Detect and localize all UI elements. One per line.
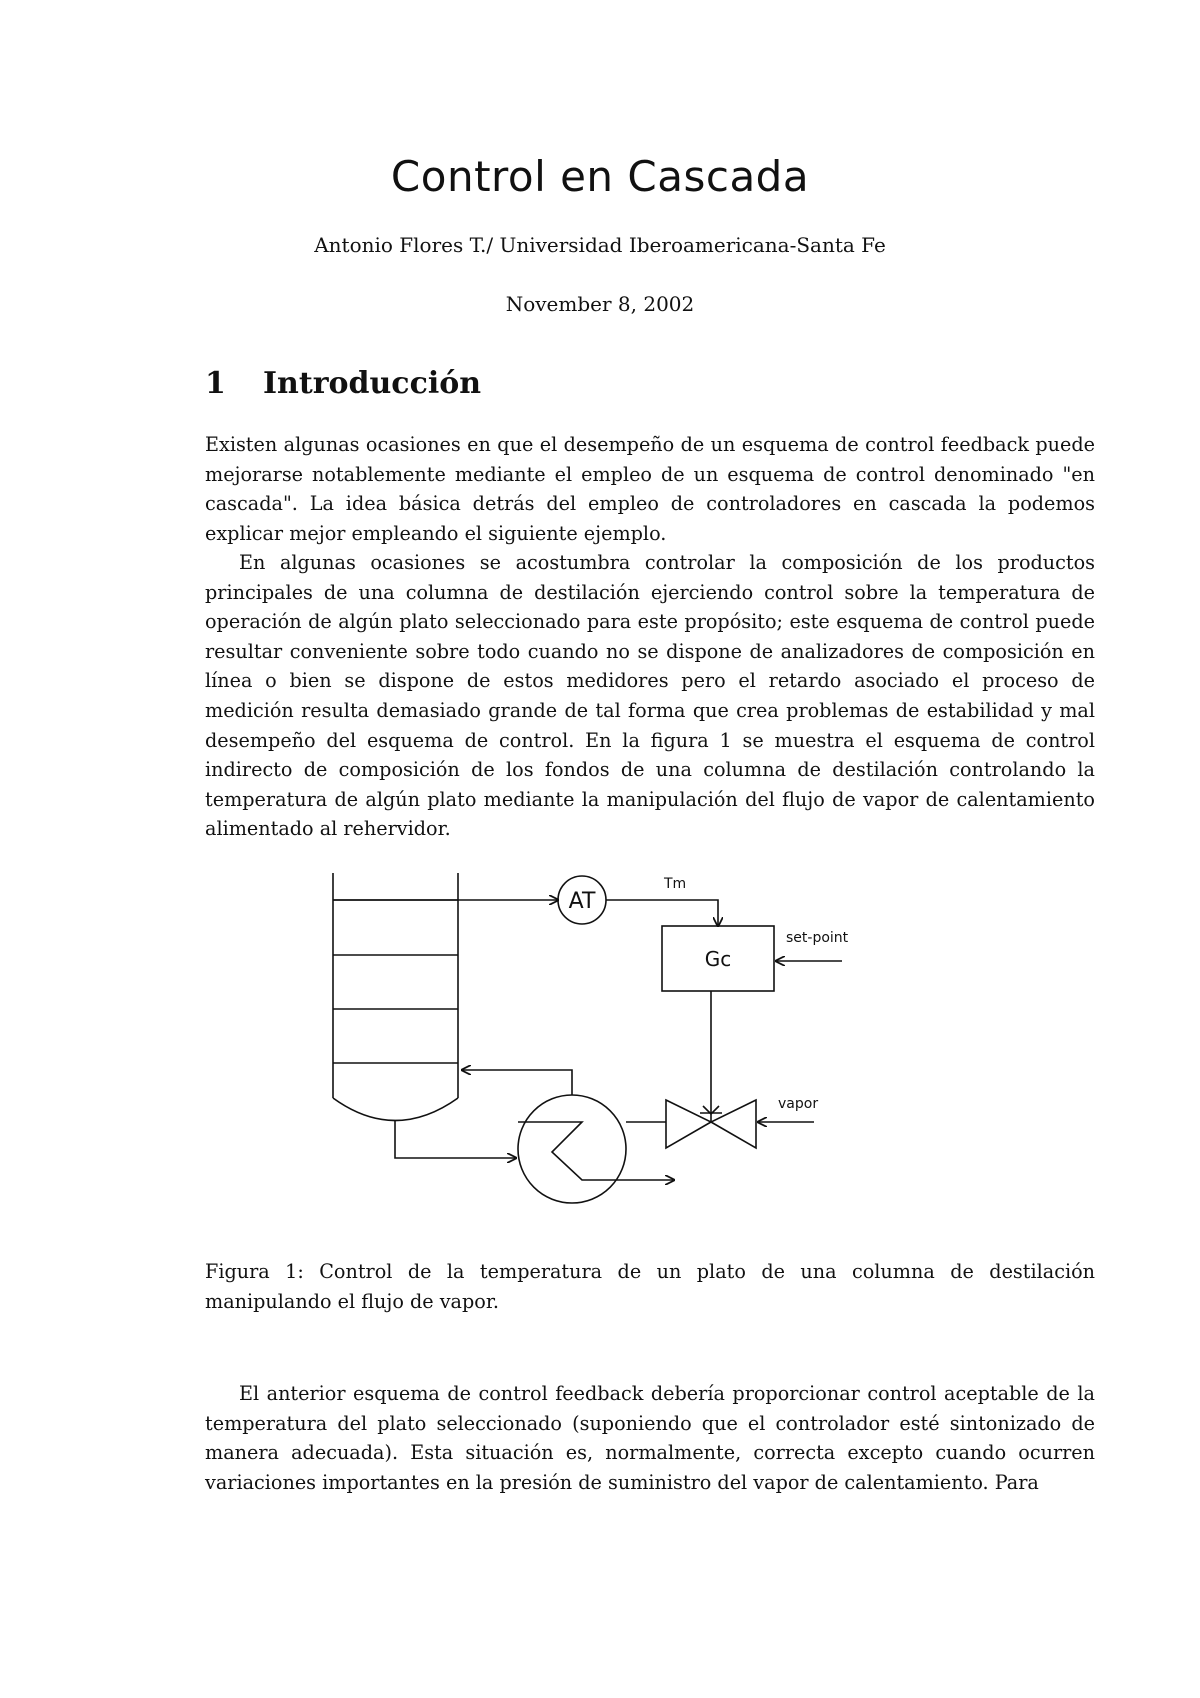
reboiler-circle [518,1095,626,1203]
paragraph-2-text: En algunas ocasiones se acostumbra controlar la composición de los productos principales de una columna de destilación ejerciendo control sobre la temperatura de operación de algún plato seleccionado para este propósito; este esquema de control puede resultar conveniente sobre todo cuando no se dispone de analizadores de composición en línea o bien se dispone de estos medidores pero el retardo asociado el proceso de medición resulta demasiado grande de tal forma que crea problemas de estabilidad y mal desempeño del esquema de control. En la figura 1 se muestra el esquema de control indirecto de composición de los fondos de una columna de destilación controlando la temperatura de algún plato mediante la manipulación del flujo de vapor de calentamiento alimentado al rehervidor. [205,551,1095,841]
bottoms-to-reboiler [395,1120,516,1158]
paragraph-3 [205,1379,1095,1497]
vapor-label: vapor [778,1096,819,1112]
section-number: 1 [205,366,226,401]
controller-label: Gc [704,947,732,971]
section-title: Introducción [263,366,482,401]
date-line: November 8, 2002 [505,292,695,316]
measurement-label: Tm [664,876,687,892]
figure-1 [320,868,880,1228]
setpoint-label: set-point [786,930,849,946]
measurement-line [606,900,718,926]
analyzer-label: AT [568,889,596,914]
paragraph-3-text: El anterior esquema de control feedback debería proporcionar control aceptable de la temperatura del plato seleccionado (suponiendo que el controlador esté sintonizado de manera adecuada). Esta situación es, normalmente, correcta excepto cuando ocurren variaciones importantes en la presión de suministro del vapor de calentamiento. Para [205,1382,1095,1494]
paragraph-1-text: Existen algunas ocasiones en que el desempeño de un esquema de control feedback puede mejorarse notablemente mediante el empleo de un esquema de control denominado "en cascada". La idea básica detrás del empleo de controladores en cascada la podemos explicar mejor empleando el siguiente ejemplo. [205,433,1095,545]
author-line: Antonio Flores T./ Universidad Iberoamericana-Santa Fe [314,233,886,257]
reboiler-coil [518,1122,626,1180]
section-heading [205,366,481,401]
paragraph-1 [205,430,1095,548]
page-title: Control en Cascada [390,152,810,201]
figure-caption: Figura 1: Control de la temperatura de un plato de una columna de destilación manipulando el flujo de vapor. [205,1260,1095,1313]
distillation-column [333,873,458,1121]
reboiler-vapor-return [462,1070,572,1095]
cascade-diagram [320,868,880,1228]
paragraph-2 [205,548,1095,844]
